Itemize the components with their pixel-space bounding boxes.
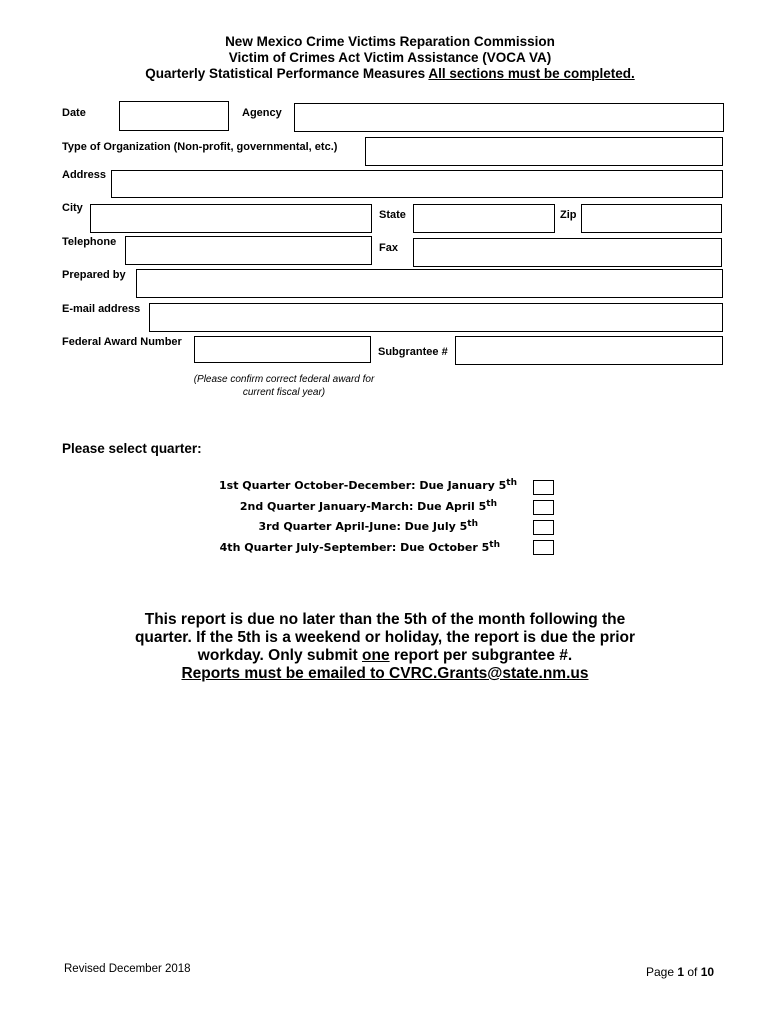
agency-input[interactable] <box>294 103 724 132</box>
address-label: Address <box>62 169 107 181</box>
zip-label: Zip <box>560 209 577 221</box>
notice-line-1: This report is due no later than the 5th of the month following the <box>144 611 626 628</box>
page-current: 1 <box>677 965 685 979</box>
form-title-program: Victim of Crimes Act Victim Assistance (VOCA VA) <box>228 50 552 65</box>
state-input[interactable] <box>413 204 555 233</box>
federal-award-input[interactable] <box>194 336 371 363</box>
zip-input[interactable] <box>581 204 722 233</box>
prepared-by-label: Prepared by <box>62 269 126 281</box>
form-title-report <box>0 66 770 82</box>
page-of: of <box>684 965 701 979</box>
form-title-commission: New Mexico Crime Victims Reparation Commission <box>225 34 555 49</box>
date-input[interactable] <box>119 101 229 131</box>
quarter-3-text: 3rd Quarter April-June: Due July 5 <box>258 520 468 533</box>
prepared-by-input[interactable] <box>136 269 723 298</box>
org-type-label: Type of Organization (Non-profit, governmental, etc.) <box>62 141 338 153</box>
email-input[interactable] <box>149 303 723 332</box>
notice-line-2: quarter. If the 5th is a weekend or holiday, the report is due the prior <box>134 629 636 646</box>
revision-note: Revised December 2018 <box>64 963 191 975</box>
city-label: City <box>62 202 83 214</box>
federal-award-note-line2: current fiscal year) <box>242 387 326 398</box>
quarter-3-sup: th <box>467 519 478 529</box>
notice-line-3-suffix: report per subgrantee #. <box>389 647 573 664</box>
quarter-2-label <box>240 500 497 513</box>
quarter-4-label <box>220 541 500 554</box>
page-total: 10 <box>700 965 715 979</box>
quarter-3-label <box>259 520 478 533</box>
org-type-input[interactable] <box>365 137 723 166</box>
address-input[interactable] <box>111 170 723 198</box>
fax-label: Fax <box>379 242 398 254</box>
notice-line-3-prefix: workday. Only submit <box>197 647 363 664</box>
quarter-4-text: 4th Quarter July-September: Due October 5 <box>219 541 490 554</box>
quarter-4-checkbox[interactable] <box>533 540 554 555</box>
federal-award-note-line1: (Please confirm correct federal award for <box>193 374 375 385</box>
email-label: E-mail address <box>62 303 141 315</box>
page-number <box>646 965 714 979</box>
state-label: State <box>379 209 406 221</box>
quarter-1-checkbox[interactable] <box>533 480 554 495</box>
page-prefix: Page <box>646 965 678 979</box>
telephone-label: Telephone <box>62 236 117 248</box>
quarter-2-sup: th <box>486 499 497 509</box>
form-title-requirement: All sections must be completed. <box>428 66 635 81</box>
agency-label: Agency <box>242 107 282 119</box>
quarter-1-text: 1st Quarter October-December: Due January 5 <box>219 479 507 492</box>
subgrantee-input[interactable] <box>455 336 723 365</box>
fax-input[interactable] <box>413 238 722 267</box>
notice-email-instruction: Reports must be emailed to CVRC.Grants@state.nm.us <box>181 665 589 682</box>
quarter-3-checkbox[interactable] <box>533 520 554 535</box>
telephone-input[interactable] <box>125 236 372 265</box>
quarter-select-title: Please select quarter: <box>62 441 202 456</box>
subgrantee-label: Subgrantee # <box>378 346 448 358</box>
notice-emphasis-one: one <box>362 647 390 664</box>
quarter-2-text: 2nd Quarter January-March: Due April 5 <box>239 500 487 513</box>
quarter-1-label <box>219 479 517 492</box>
quarter-1-sup: th <box>506 478 517 488</box>
quarter-2-checkbox[interactable] <box>533 500 554 515</box>
form-title-report-text: Quarterly Statistical Performance Measures <box>145 66 429 81</box>
date-label: Date <box>62 107 86 119</box>
quarter-4-sup: th <box>489 540 500 550</box>
federal-award-note <box>184 373 384 399</box>
notice-line-3 <box>0 647 770 666</box>
city-input[interactable] <box>90 204 372 233</box>
federal-award-label: Federal Award Number <box>62 336 182 348</box>
